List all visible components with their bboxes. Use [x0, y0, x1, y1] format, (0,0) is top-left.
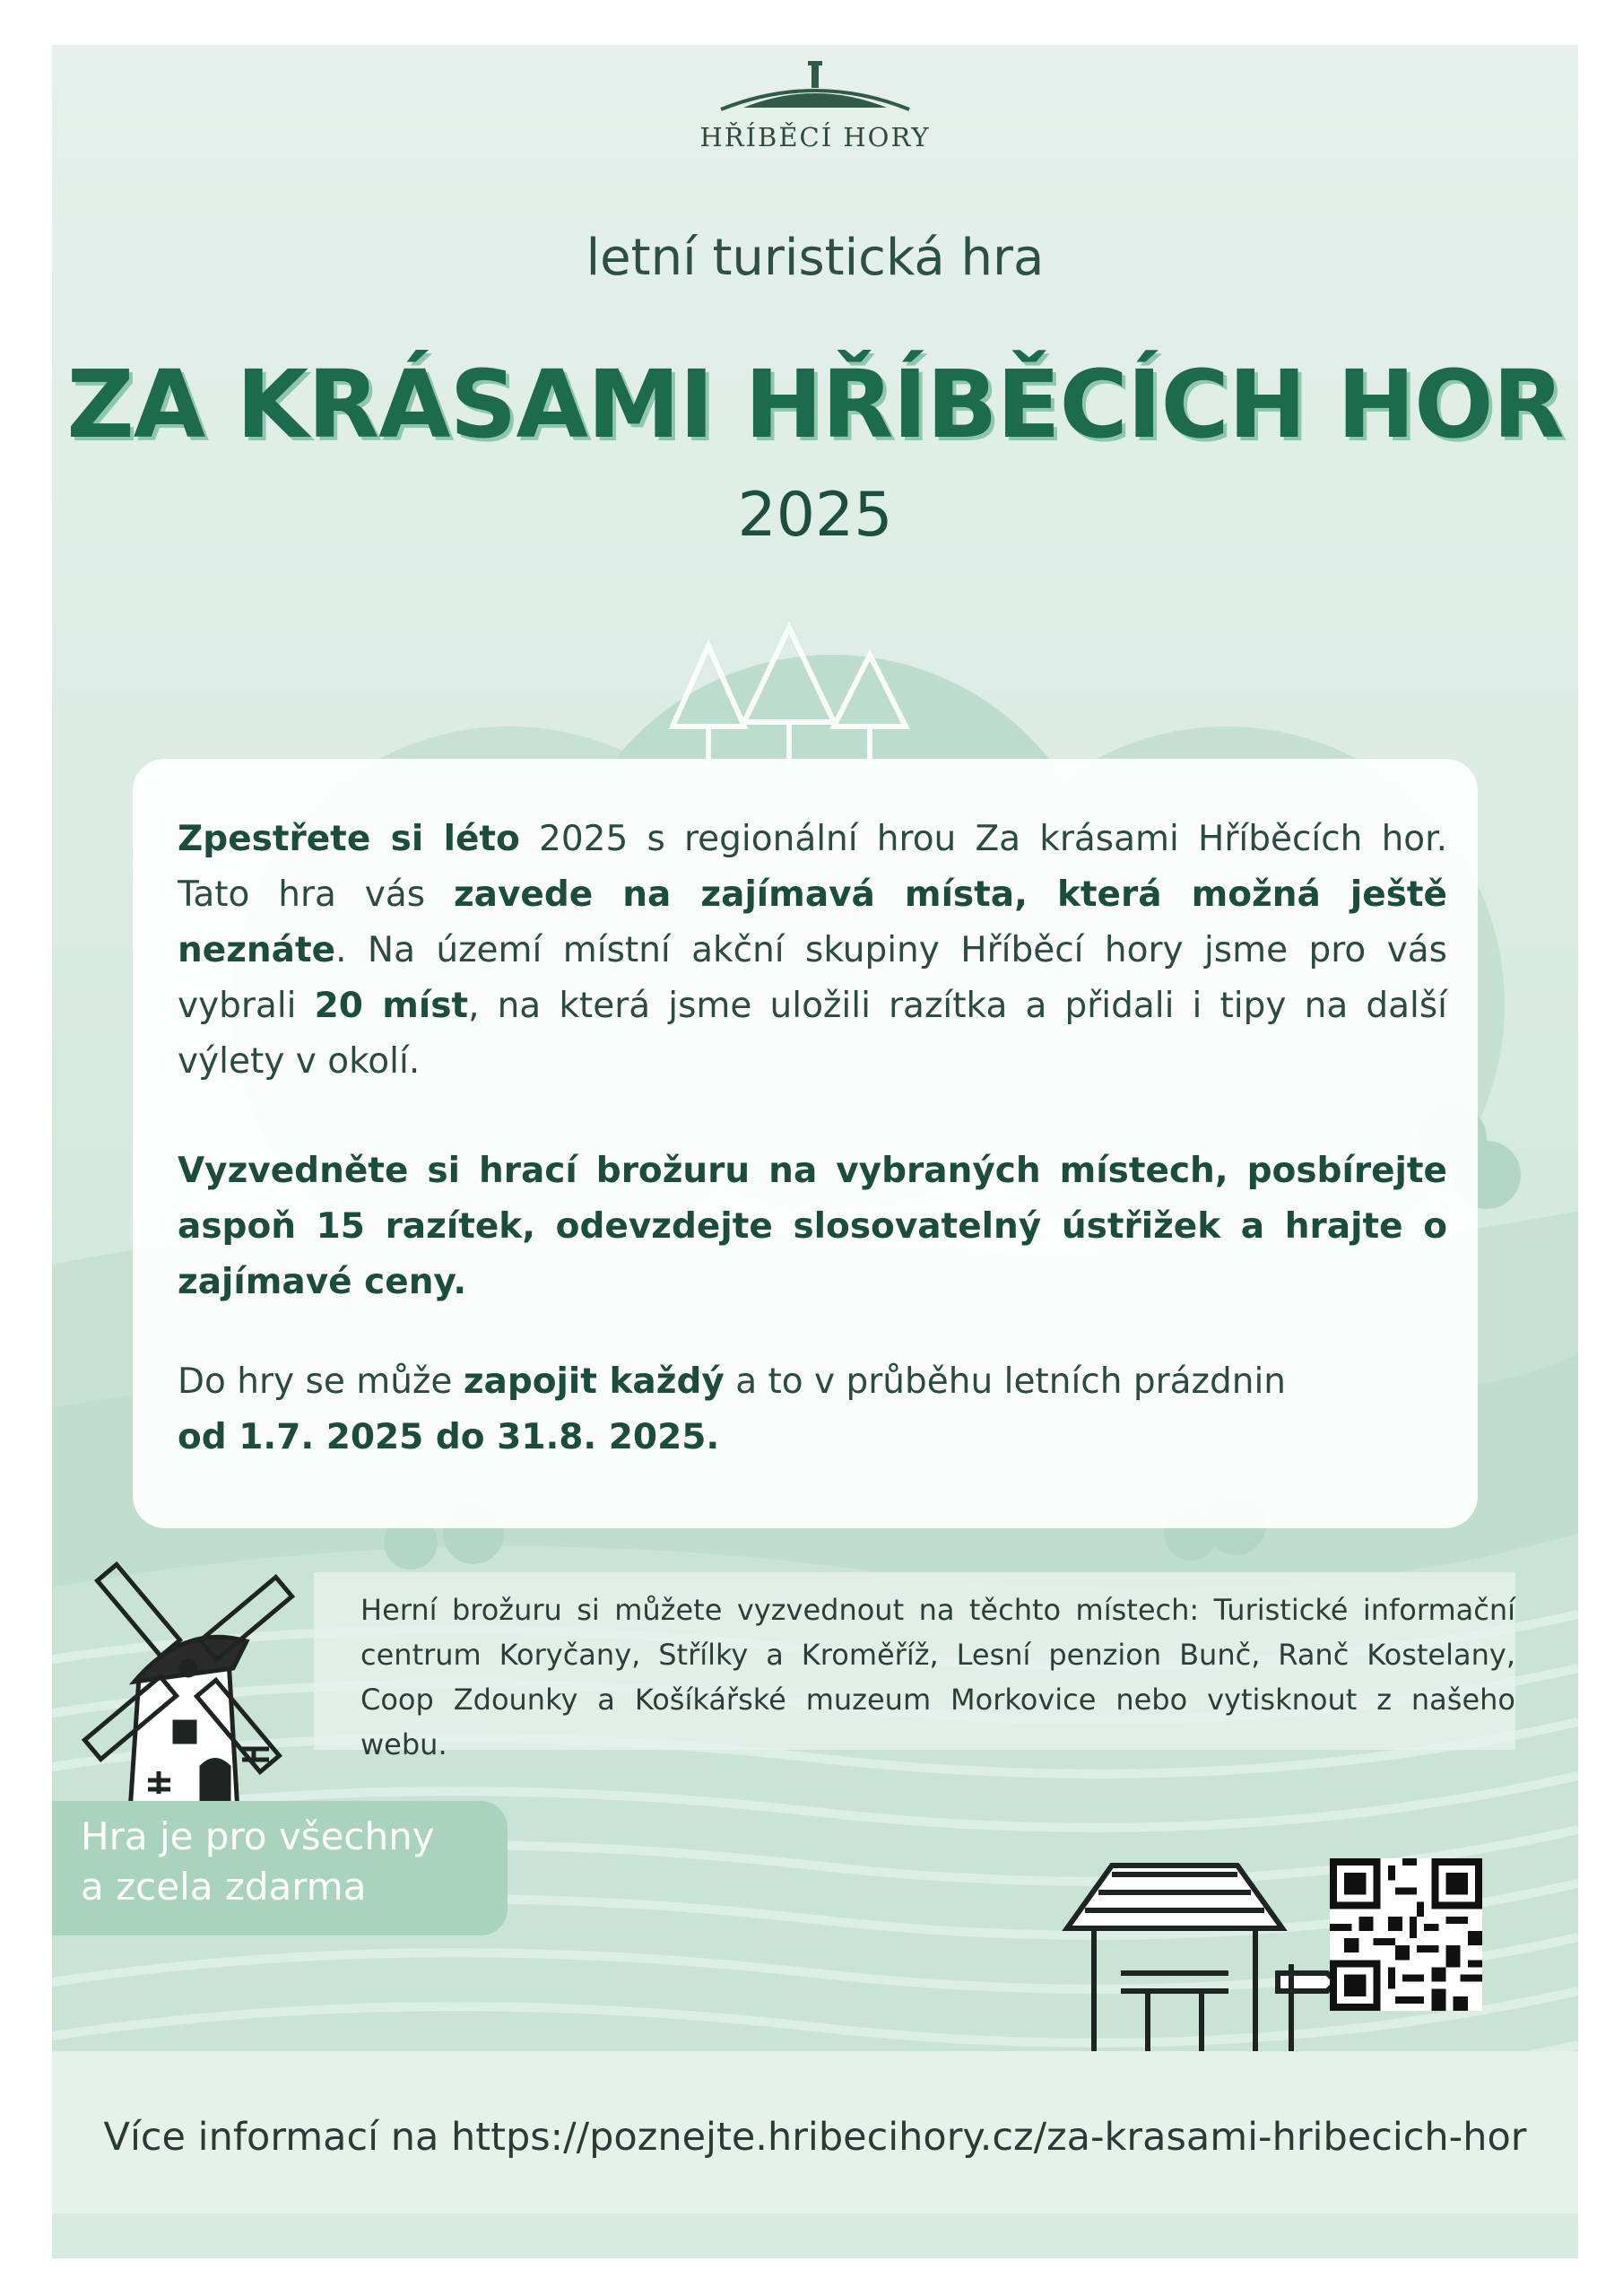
- logo-text: HŘÍBĚCÍ HORY: [699, 122, 931, 152]
- windmill-icon: [22, 1525, 345, 1830]
- intro.p1-run: , na která jsme uložili razítka a přidali i tipy na další výlety v okolí.: [178, 986, 1447, 1082]
- hill-tower-icon: [716, 54, 914, 117]
- intro.p3-run: od 1.7. 2025 do 31.8. 2025.: [178, 1417, 720, 1457]
- trees-icon: [655, 619, 924, 771]
- subtitle: letní turistická hra: [586, 229, 1045, 287]
- logo: [52, 54, 1578, 152]
- intro-paragraph-2: Vyzvedněte si hrací brožuru na vybraných místech, posbírejte aspoň 15 razítek, odevzdejte slosovatelný ústřižek a hrajte o zajímavé ceny.: [178, 1151, 1447, 1302]
- pickup-locations: Herní brožuru si můžete vyzvednout na těchto místech: Turistické informační centrum Koryčany, Střílky a Kroměříž, Lesní penzion Bunč, Ranč Kostelany, Coop Zdounky a Košíkářské muzeum Morkovice nebo vytisknout z našeho webu.: [360, 1593, 1515, 1761]
- intro-paragraph-1: [178, 812, 1447, 1090]
- intro.p1-run: 20 míst: [314, 986, 469, 1026]
- footer-url[interactable]: Více informací na https://poznejte.hribecihory.cz/za-krasami-hribecich-hor: [103, 2115, 1527, 2160]
- intro.p1-run: zavede na zajímavá místa, která možná ještě neznáte: [178, 874, 1447, 970]
- intro.p3-run: zapojit každý: [463, 1361, 725, 1402]
- free-text: [81, 1812, 435, 1912]
- free-line-2: a zcela zdarma: [81, 1865, 367, 1909]
- intro.p1-run: . Na území místní akční skupiny Hříběcí hory jsme pro vás vybrali: [178, 930, 1447, 1026]
- free-line-1: Hra je pro všechny: [81, 1814, 435, 1858]
- intro.p3-run: a to v průběhu letních prázdnin: [724, 1361, 1287, 1402]
- intro.p1-run: Zpestřete si léto: [178, 819, 520, 859]
- year: 2025: [737, 480, 893, 551]
- intro.p1-run: 2025 s regionální hrou Za krásami Hříběcích hor. Tato hra vás: [178, 819, 1448, 915]
- page-title: ZA KRÁSAMI HŘÍBĚCÍCH HOR: [66, 350, 1564, 459]
- intro.p3-run: Do hry se může: [178, 1361, 464, 1402]
- qr-code-icon[interactable]: [1330, 1858, 1482, 2011]
- intro-paragraph-3: [178, 1354, 1447, 1465]
- shelter-icon: [1058, 1857, 1345, 2063]
